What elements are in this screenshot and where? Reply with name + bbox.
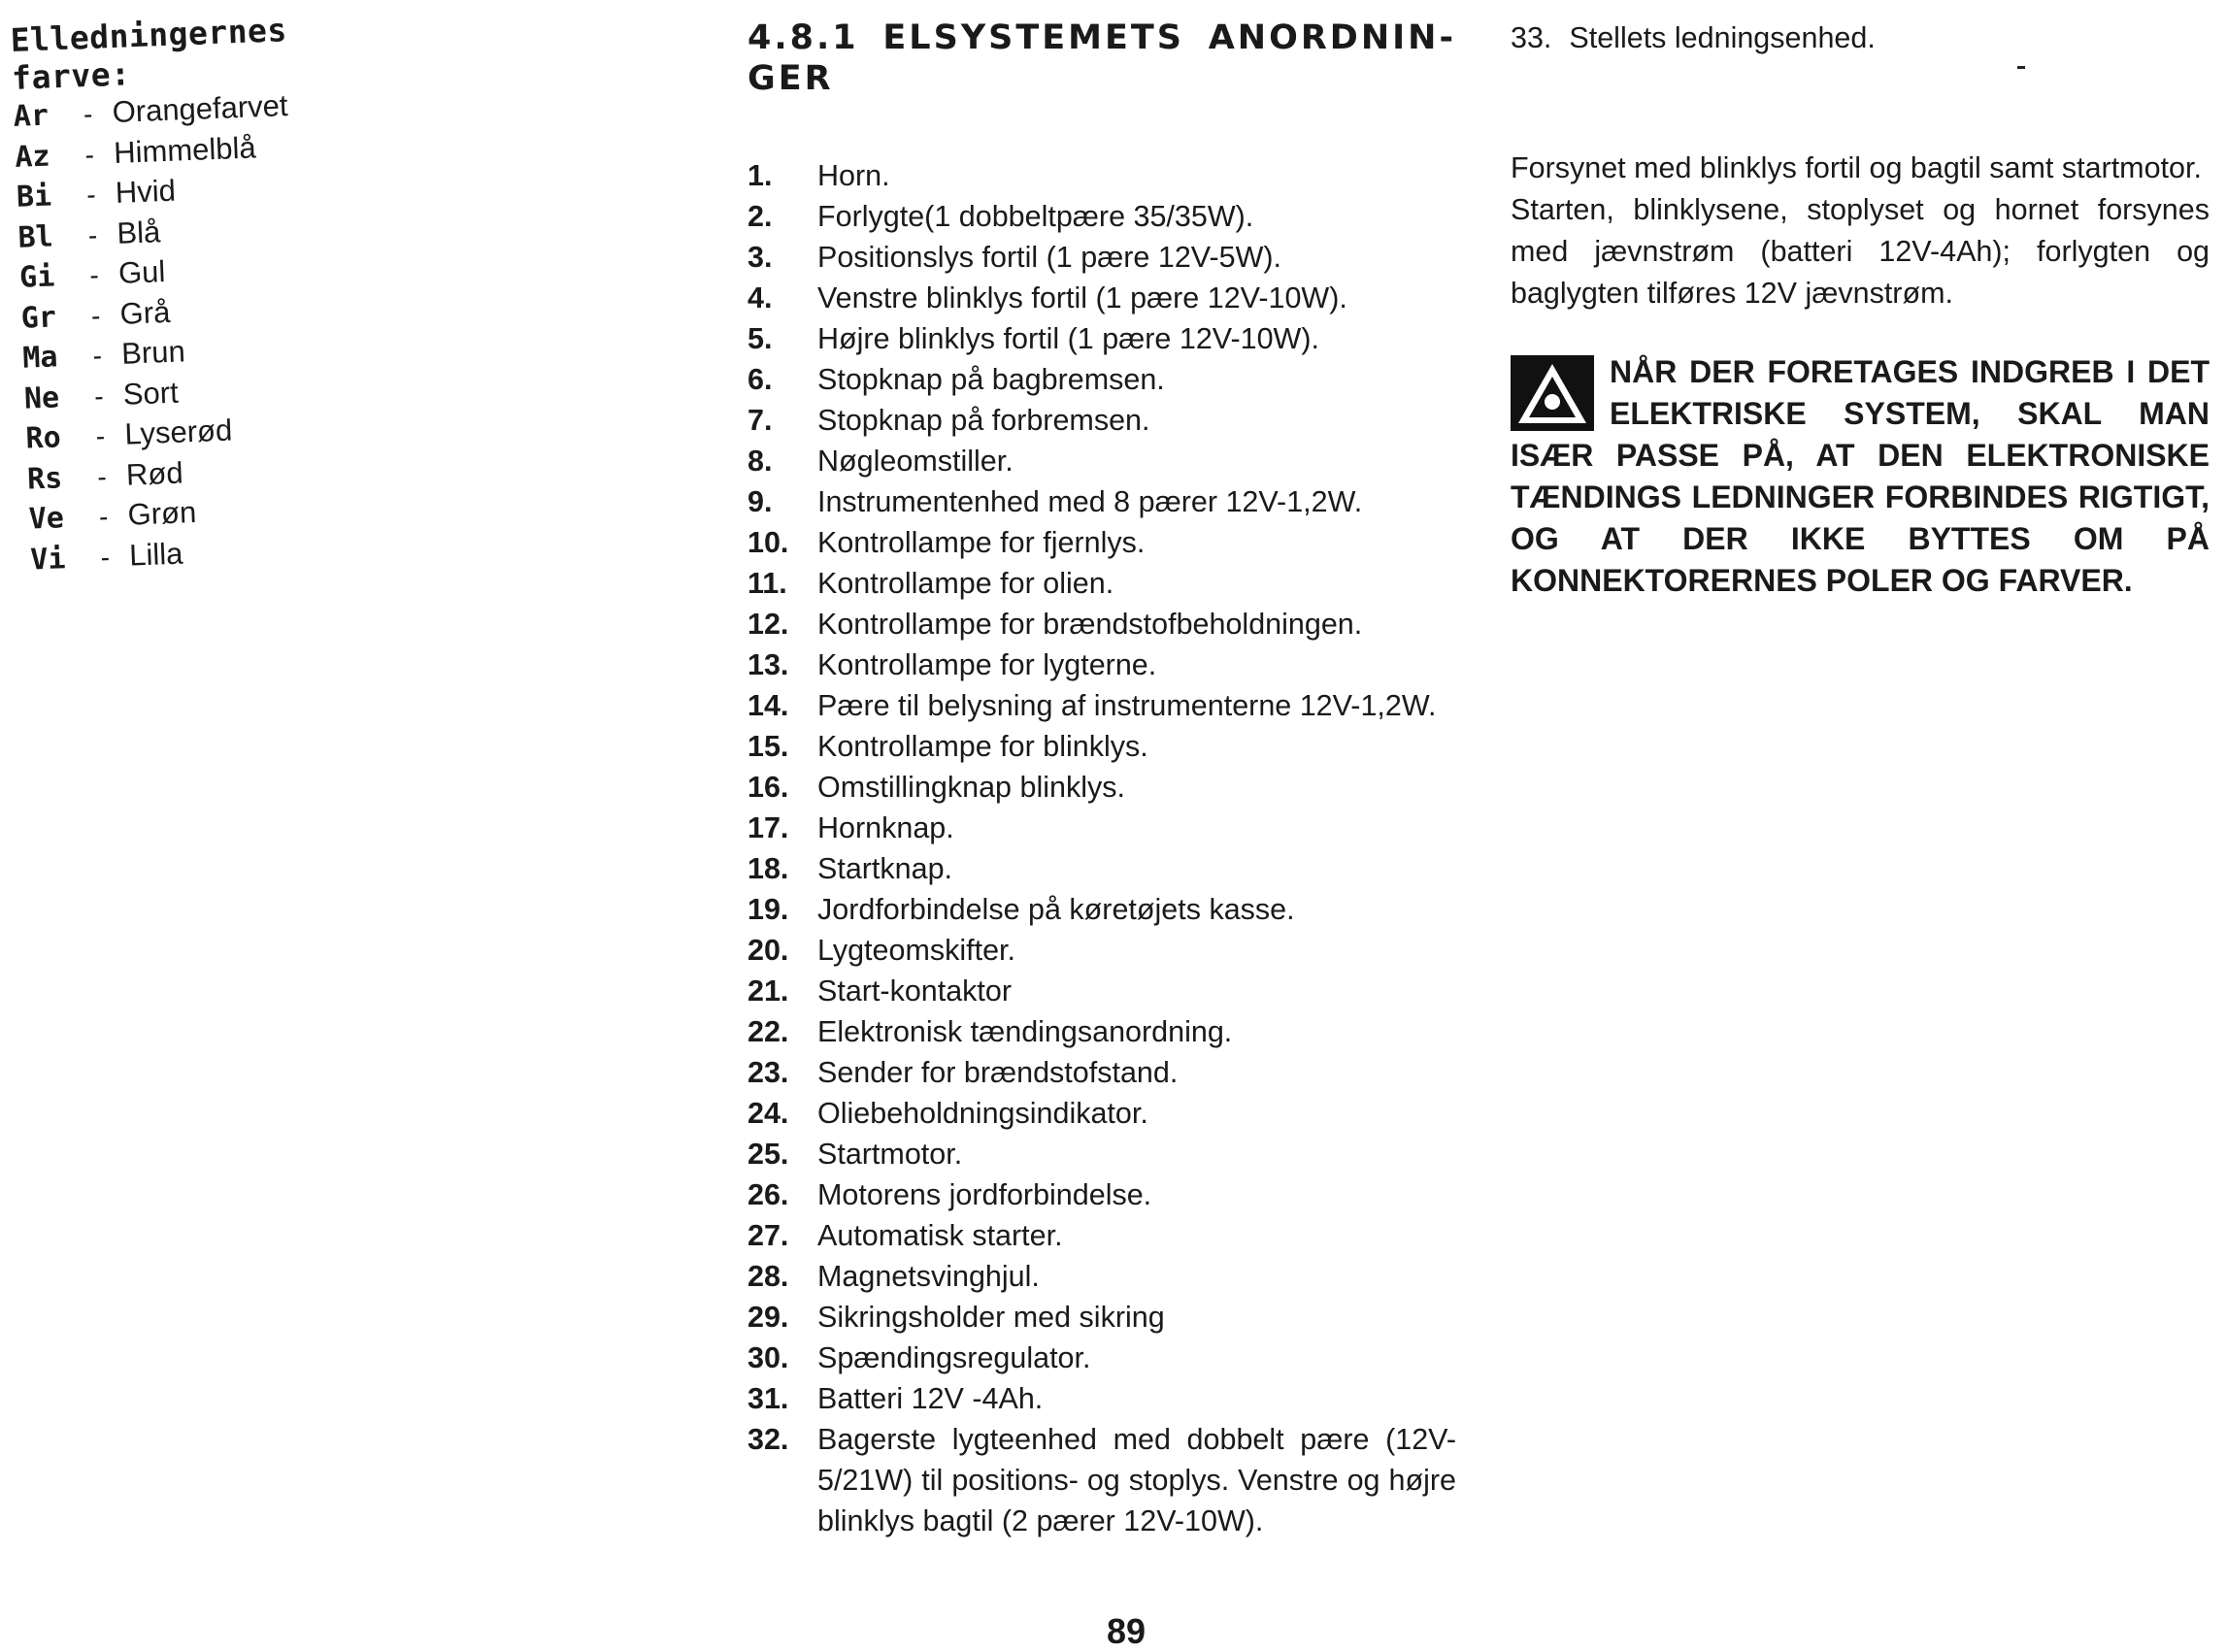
- list-item: [748, 1093, 1456, 1134]
- item-number: 19.: [748, 893, 789, 926]
- color-name: Himmelblå: [113, 129, 257, 170]
- item-text: Nøgleomstiller.: [817, 445, 1014, 478]
- color-name: Hvid: [115, 173, 177, 210]
- separator-dash: -: [99, 541, 111, 573]
- color-code: Ve: [28, 501, 65, 537]
- item-text: Hornknap.: [817, 811, 954, 844]
- list-item: [748, 971, 1456, 1011]
- list-item: [748, 604, 1456, 644]
- item-number: 33.: [1511, 21, 1552, 54]
- item-text: Bagerste lygteenhed med dobbelt pære (12V-5/21W) til positions- og stoplys. Venstre og højre blinklys bagtil (2 pærer 12V-10W).: [817, 1423, 1456, 1537]
- item-number: 26.: [748, 1178, 789, 1211]
- item-number: 24.: [748, 1097, 789, 1130]
- list-item: [748, 441, 1456, 481]
- color-code: Bi: [16, 179, 52, 215]
- item-text: Horn.: [817, 159, 890, 192]
- item-number: 7.: [748, 404, 773, 437]
- paragraph-supply: Forsynet med blinklys fortil og bagtil samt startmotor.: [1511, 151, 2202, 184]
- right-column: [1511, 17, 2210, 602]
- item-number: 8.: [748, 445, 773, 478]
- color-code: Gr: [20, 299, 57, 336]
- item-number: 29.: [748, 1301, 789, 1334]
- list-item: [748, 1215, 1456, 1256]
- item-number: 1.: [748, 159, 773, 192]
- item-text: Stellets ledningsenhed.: [1569, 21, 1876, 54]
- separator-dash: -: [87, 219, 98, 250]
- list-item: [748, 1011, 1456, 1052]
- separator-dash: -: [83, 98, 93, 130]
- legend-title: Elledningernes farve:: [10, 11, 288, 97]
- item-number: 28.: [748, 1260, 789, 1293]
- item-number: 15.: [748, 730, 789, 763]
- list-item-33: [1511, 17, 2210, 58]
- item-text: Sender for brændstofstand.: [817, 1056, 1179, 1089]
- item-number: 21.: [748, 975, 789, 1008]
- item-number: 25.: [748, 1138, 789, 1171]
- separator-dash: -: [92, 340, 103, 371]
- component-list: [748, 155, 1456, 1541]
- wire-color-legend: [10, 6, 439, 582]
- list-item: [748, 889, 1456, 930]
- item-number: 11.: [748, 567, 787, 600]
- color-name: Blå: [116, 214, 161, 250]
- color-name: Lyserød: [123, 413, 233, 451]
- item-text: Magnetsvinghjul.: [817, 1260, 1040, 1293]
- color-name: Brun: [120, 334, 186, 371]
- item-text: Pære til belysning af instrumenterne 12V-1,2W.: [817, 689, 1437, 722]
- separator-dash: -: [88, 259, 100, 291]
- item-text: Stopknap på bagbremsen.: [817, 363, 1165, 396]
- item-text: Kontrollampe for olien.: [817, 567, 1114, 600]
- separator-dash: -: [96, 461, 108, 492]
- list-item: [748, 1419, 1456, 1541]
- list-item: [748, 930, 1456, 971]
- item-text: Venstre blinklys fortil (1 pære 12V-10W).: [817, 281, 1347, 314]
- list-item: [748, 563, 1456, 604]
- item-text: Omstillingknap blinklys.: [817, 771, 1125, 804]
- list-item: [748, 808, 1456, 848]
- list-item: [748, 1256, 1456, 1297]
- color-name: Rød: [125, 455, 184, 492]
- separator-dash: -: [90, 300, 101, 331]
- print-speck: [2017, 66, 2025, 69]
- item-text: Batteri 12V -4Ah.: [817, 1382, 1044, 1415]
- color-name: Lilla: [128, 536, 183, 573]
- separator-dash: -: [93, 380, 105, 412]
- item-number: 30.: [748, 1341, 789, 1374]
- item-text: Automatisk starter.: [817, 1219, 1063, 1252]
- list-item: [748, 155, 1456, 196]
- section-heading: 4.8.1 ELSYSTEMETS ANORDNIN-GER: [748, 18, 1456, 98]
- list-item: [748, 400, 1456, 441]
- item-text: Startknap.: [817, 852, 953, 885]
- item-number: 3.: [748, 241, 773, 274]
- warning-text: NÅR DER FORETAGES INDGREB I DET ELEKTRISKE SYSTEM, SKAL MAN ISÆR PASSE PÅ, AT DEN ELEKTRONISKE TÆNDINGS LEDNINGER FORBINDES RIGTIGT, OG AT DER IKKE BYTTES OM PÅ KONNEKTORERNES POLER OG FARVER.: [1511, 354, 2210, 598]
- item-number: 22.: [748, 1015, 789, 1048]
- color-code: Ro: [24, 420, 62, 456]
- item-number: 12.: [748, 608, 789, 641]
- item-number: 10.: [748, 526, 789, 559]
- item-number: 4.: [748, 281, 773, 314]
- item-text: Positionslys fortil (1 pære 12V-5W).: [817, 241, 1281, 274]
- item-number: 32.: [748, 1423, 789, 1456]
- color-name: Grå: [118, 294, 171, 331]
- separator-dash: -: [84, 139, 95, 170]
- color-name: Gul: [117, 254, 166, 290]
- color-code: Ar: [13, 98, 50, 134]
- item-number: 23.: [748, 1056, 789, 1089]
- color-name: Sort: [122, 375, 180, 412]
- color-name: Grøn: [126, 495, 197, 532]
- separator-dash: -: [85, 179, 97, 211]
- item-text: Sikringsholder med sikring: [817, 1301, 1165, 1334]
- item-text: Startmotor.: [817, 1138, 963, 1171]
- list-item: [748, 848, 1456, 889]
- list-item: [748, 196, 1456, 237]
- paragraph-current: Starten, blinklysene, stoplyset og hornet forsynes med jævnstrøm (batteri 12V-4Ah); forlygten og baglygten tilføres 12V jævnstrøm.: [1511, 193, 2210, 310]
- item-number: 6.: [748, 363, 773, 396]
- list-item: [748, 685, 1456, 726]
- list-item: [748, 644, 1456, 685]
- item-text: Forlygte(1 dobbeltpære 35/35W).: [817, 200, 1254, 233]
- item-number: 20.: [748, 934, 789, 967]
- color-code: Vi: [29, 541, 67, 578]
- color-name: Orangefarvet: [111, 88, 289, 129]
- list-item: [748, 237, 1456, 278]
- list-item: [748, 726, 1456, 767]
- list-item: [748, 522, 1456, 563]
- item-text: Motorens jordforbindelse.: [817, 1178, 1152, 1211]
- warning-triangle-icon: [1511, 355, 1594, 431]
- color-code: Ne: [23, 380, 60, 416]
- color-code: Az: [14, 139, 51, 175]
- color-code: Gi: [18, 259, 55, 295]
- item-number: 14.: [748, 689, 789, 722]
- item-number: 27.: [748, 1219, 789, 1252]
- list-item: [748, 318, 1456, 359]
- color-code: Ma: [21, 340, 59, 376]
- list-item: [748, 359, 1456, 400]
- item-text: Jordforbindelse på køretøjets kasse.: [817, 893, 1295, 926]
- item-number: 9.: [748, 485, 773, 518]
- separator-dash: -: [98, 501, 109, 532]
- item-text: Kontrollampe for brændstofbeholdningen.: [817, 608, 1363, 641]
- item-text: Kontrollampe for lygterne.: [817, 648, 1157, 681]
- item-text: Instrumentenhed med 8 pærer 12V-1,2W.: [817, 485, 1363, 518]
- item-number: 5.: [748, 322, 773, 355]
- item-number: 17.: [748, 811, 789, 844]
- item-text: Lygteomskifter.: [817, 934, 1015, 967]
- legend-rows: [13, 83, 439, 582]
- color-code: Bl: [17, 218, 54, 255]
- item-number: 31.: [748, 1382, 789, 1415]
- list-item: [748, 278, 1456, 318]
- list-item: [748, 481, 1456, 522]
- separator-dash: -: [95, 420, 106, 451]
- item-text: Spændingsregulator.: [817, 1341, 1091, 1374]
- page-number: 89: [1107, 1611, 1147, 1651]
- component-section: [748, 17, 1456, 1541]
- list-item: [748, 1052, 1456, 1093]
- item-number: 13.: [748, 648, 789, 681]
- item-number: 16.: [748, 771, 789, 804]
- item-text: Højre blinklys fortil (1 pære 12V-10W).: [817, 322, 1319, 355]
- warning-notice: [1511, 351, 2210, 602]
- list-item: [748, 1297, 1456, 1338]
- list-item: [748, 767, 1456, 808]
- item-text: Stopknap på forbremsen.: [817, 404, 1150, 437]
- item-number: 2.: [748, 200, 773, 233]
- item-text: Elektronisk tændingsanordning.: [817, 1015, 1233, 1048]
- item-text: Oliebeholdningsindikator.: [817, 1097, 1148, 1130]
- list-item: [748, 1174, 1456, 1215]
- list-item: [748, 1134, 1456, 1174]
- item-text: Kontrollampe for fjernlys.: [817, 526, 1146, 559]
- list-item: [748, 1338, 1456, 1378]
- item-text: Kontrollampe for blinklys.: [817, 730, 1148, 763]
- list-item: [748, 1378, 1456, 1419]
- item-number: 18.: [748, 852, 789, 885]
- color-code: Rs: [26, 460, 63, 497]
- item-text: Start-kontaktor: [817, 975, 1013, 1008]
